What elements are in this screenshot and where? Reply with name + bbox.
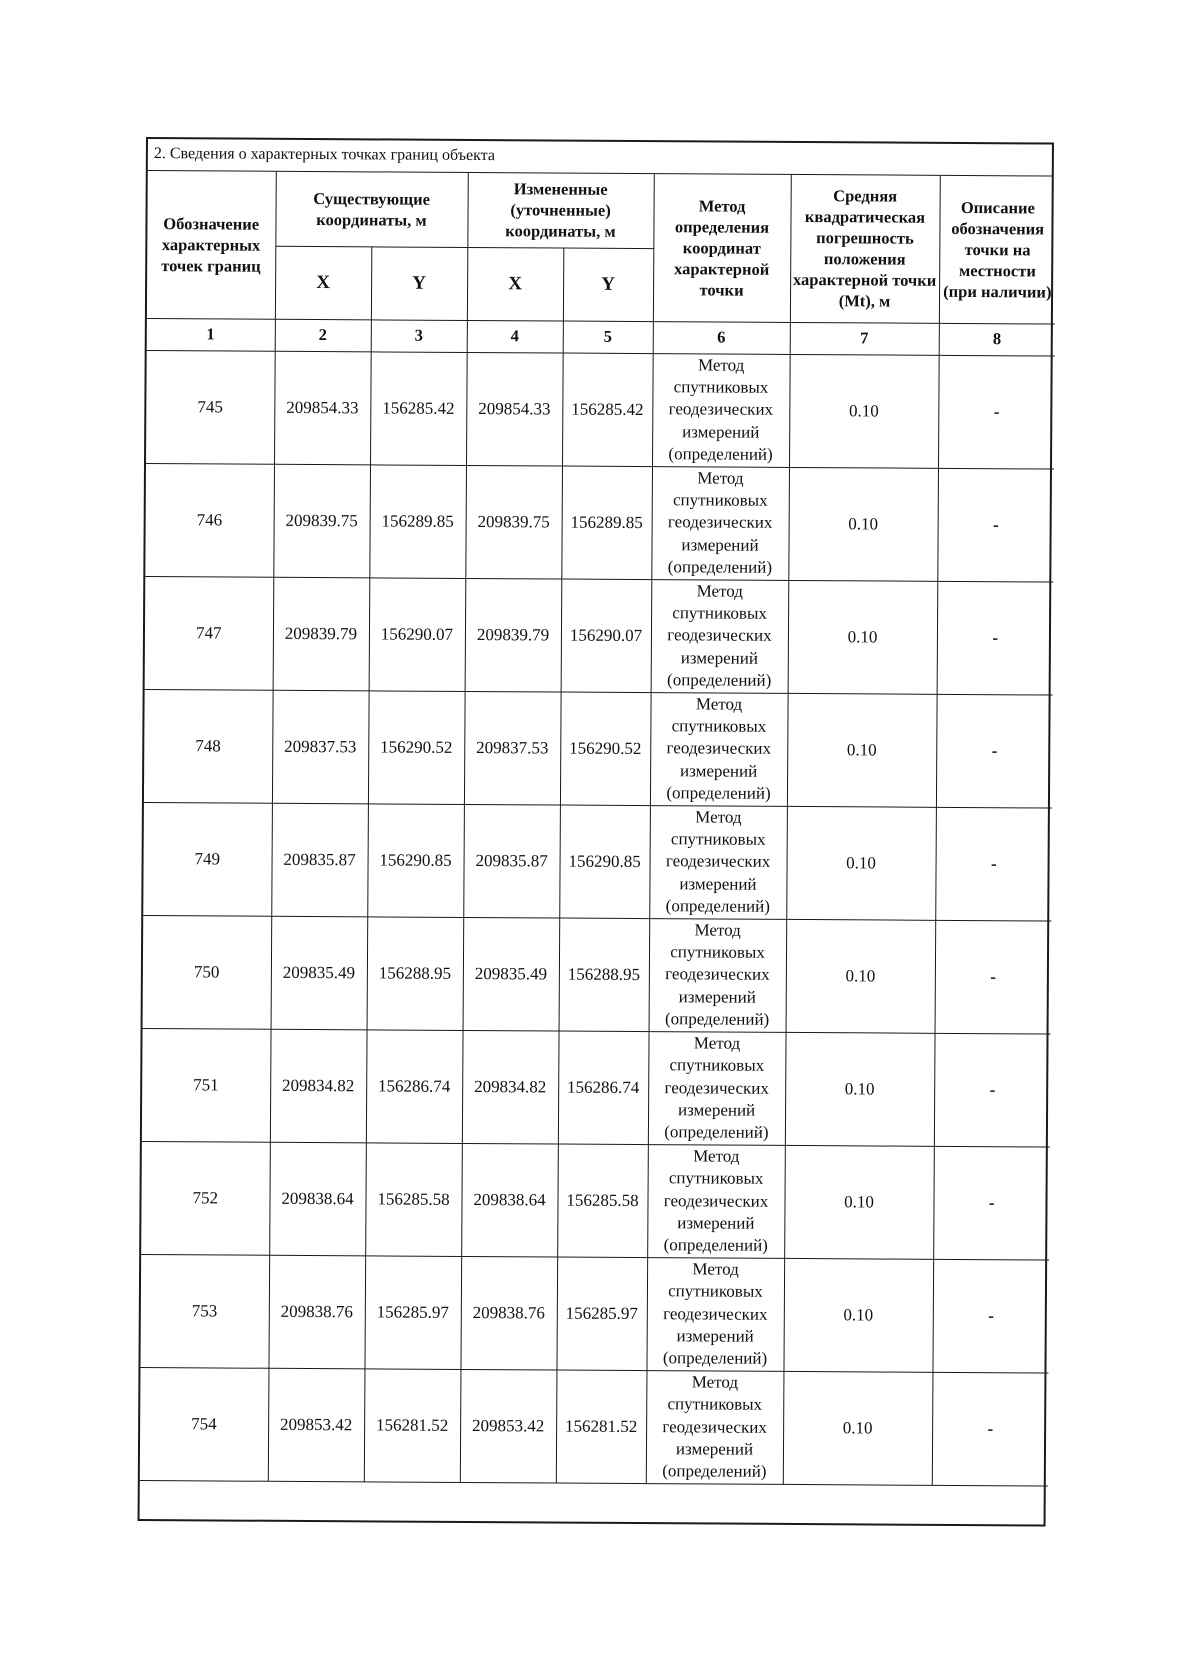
changed-x-cell: 209839.75 [465,465,562,579]
table-row [143,915,1052,1034]
changed-y-cell: 156289.85 [561,466,652,580]
existing-y-cell: 156289.85 [369,464,466,578]
header-existing-coordinates: Существующие координаты, м [275,172,467,247]
description-cell: - [932,1372,1049,1486]
point-designation-cell: 748 [144,689,273,803]
mean-error-cell: 0.10 [788,580,938,694]
existing-x-cell: 209854.33 [274,351,371,465]
description-cell: - [935,920,1052,1034]
point-designation-cell: 753 [140,1254,269,1368]
description-cell: - [934,1033,1051,1147]
existing-y-cell: 156290.07 [369,577,466,691]
description-cell: - [935,807,1052,921]
empty-footer-cell [139,1480,1047,1546]
changed-x-cell: 209835.87 [463,804,560,918]
changed-y-cell: 156290.85 [559,805,650,919]
mean-error-cell: 0.10 [786,806,936,920]
point-designation-cell: 752 [141,1141,270,1255]
point-designation-cell: 747 [145,576,274,690]
method-cell: Метод спутниковых геодезических измерений (определений) [646,1257,784,1371]
description-cell: - [938,355,1055,469]
table-row [145,463,1054,582]
changed-x-cell: 209854.33 [466,352,563,466]
changed-y-cell: 156286.74 [558,1031,649,1145]
existing-y-cell: 156281.52 [364,1369,461,1483]
existing-y-cell: 156285.58 [365,1143,462,1257]
table-row [146,350,1055,469]
header-point-designation: Обозначение характерных точек границ [147,171,276,319]
section-title: 2. Сведения о характерных точках границ объекта [148,139,1052,177]
column-number: 4 [467,320,563,353]
mean-error-cell: 0.10 [784,1145,934,1259]
column-number: 6 [653,321,790,354]
changed-x-cell: 209853.42 [460,1369,557,1483]
description-cell: - [937,581,1054,695]
column-number: 3 [371,319,467,352]
existing-x-cell: 209837.53 [272,690,369,804]
header-existing-y: Y [371,246,467,320]
column-number: 8 [939,323,1055,356]
changed-x-cell: 209839.79 [465,578,562,692]
method-cell: Метод спутниковых геодезических измерений (определений) [650,692,788,806]
column-number: 2 [275,319,371,352]
mean-error-cell: 0.10 [783,1258,933,1372]
existing-y-cell: 156290.85 [367,803,464,917]
changed-x-cell: 209838.64 [461,1143,558,1257]
table-row [140,1254,1049,1373]
mean-error-cell: 0.10 [786,919,936,1033]
existing-y-cell: 156285.97 [364,1256,461,1370]
mean-error-cell: 0.10 [788,467,938,581]
table-row [141,1141,1050,1260]
method-cell: Метод спутниковых геодезических измерений (определений) [649,805,787,919]
description-cell: - [937,468,1054,582]
header-mean-error: Средняя квадратическая погрешность положения характерной точки (Mt), м [790,175,940,323]
mean-error-cell: 0.10 [787,693,937,807]
changed-y-cell: 156290.07 [561,579,652,693]
column-number: 7 [790,322,939,355]
method-cell: Метод спутниковых геодезических измерений (определений) [647,1144,785,1258]
empty-footer-row [139,1480,1047,1546]
header-description: Описание обозначения точки на местности (при наличии) [939,176,1056,324]
existing-y-cell: 156285.42 [370,351,467,465]
existing-y-cell: 156290.52 [368,690,465,804]
existing-x-cell: 209839.75 [273,464,370,578]
method-cell: Метод спутниковых геодезических измерений (определений) [651,579,789,693]
point-designation-cell: 749 [143,802,272,916]
document-sheet [138,137,1054,1527]
method-cell: Метод спутниковых геодезических измерений (определений) [652,353,790,467]
description-cell: - [936,694,1053,808]
table-row [142,1028,1051,1147]
description-cell: - [933,1146,1050,1260]
changed-y-cell: 156290.52 [560,692,651,806]
changed-x-cell: 209835.49 [463,917,560,1031]
existing-y-cell: 156288.95 [367,917,464,1031]
changed-y-cell: 156281.52 [556,1370,647,1484]
existing-x-cell: 209838.76 [268,1255,365,1369]
table-row [144,689,1053,808]
description-cell: - [932,1259,1049,1373]
existing-x-cell: 209834.82 [270,1029,367,1143]
point-designation-cell: 745 [146,350,275,464]
header-changed-x: X [467,247,563,321]
method-cell: Метод спутниковых геодезических измерений (определений) [646,1370,784,1484]
existing-x-cell: 209835.87 [271,803,368,917]
table-row [140,1367,1049,1486]
point-designation-cell: 751 [142,1028,271,1142]
boundary-points-table [139,171,1055,1546]
changed-y-cell: 156285.97 [556,1257,647,1371]
table-row [145,576,1054,695]
mean-error-cell: 0.10 [785,1032,935,1146]
existing-x-cell: 209853.42 [268,1368,365,1482]
changed-y-cell: 156288.95 [559,918,650,1032]
changed-x-cell: 209834.82 [462,1030,559,1144]
column-number: 5 [563,321,653,354]
method-cell: Метод спутниковых геодезических измерений (определений) [649,918,787,1032]
mean-error-cell: 0.10 [783,1371,933,1485]
column-number: 1 [147,318,275,351]
header-existing-x: X [275,246,371,320]
method-cell: Метод спутниковых геодезических измерений (определений) [648,1031,786,1145]
existing-y-cell: 156286.74 [366,1030,463,1144]
existing-x-cell: 209839.79 [273,577,370,691]
header-changed-coordinates: Измененные (уточненные) координаты, м [467,173,653,248]
header-method: Метод определения координат характерной точки [653,174,791,322]
point-designation-cell: 754 [140,1367,269,1481]
changed-x-cell: 209838.76 [460,1256,557,1370]
point-designation-cell: 746 [145,463,274,577]
changed-y-cell: 156285.42 [562,353,653,467]
header-changed-y: Y [563,248,653,322]
existing-x-cell: 209838.64 [269,1142,366,1256]
table-row [143,802,1052,921]
method-cell: Метод спутниковых геодезических измерений (определений) [651,466,789,580]
point-designation-cell: 750 [143,915,272,1029]
mean-error-cell: 0.10 [789,354,939,468]
existing-x-cell: 209835.49 [271,916,368,1030]
changed-y-cell: 156285.58 [557,1144,648,1258]
changed-x-cell: 209837.53 [464,691,561,805]
